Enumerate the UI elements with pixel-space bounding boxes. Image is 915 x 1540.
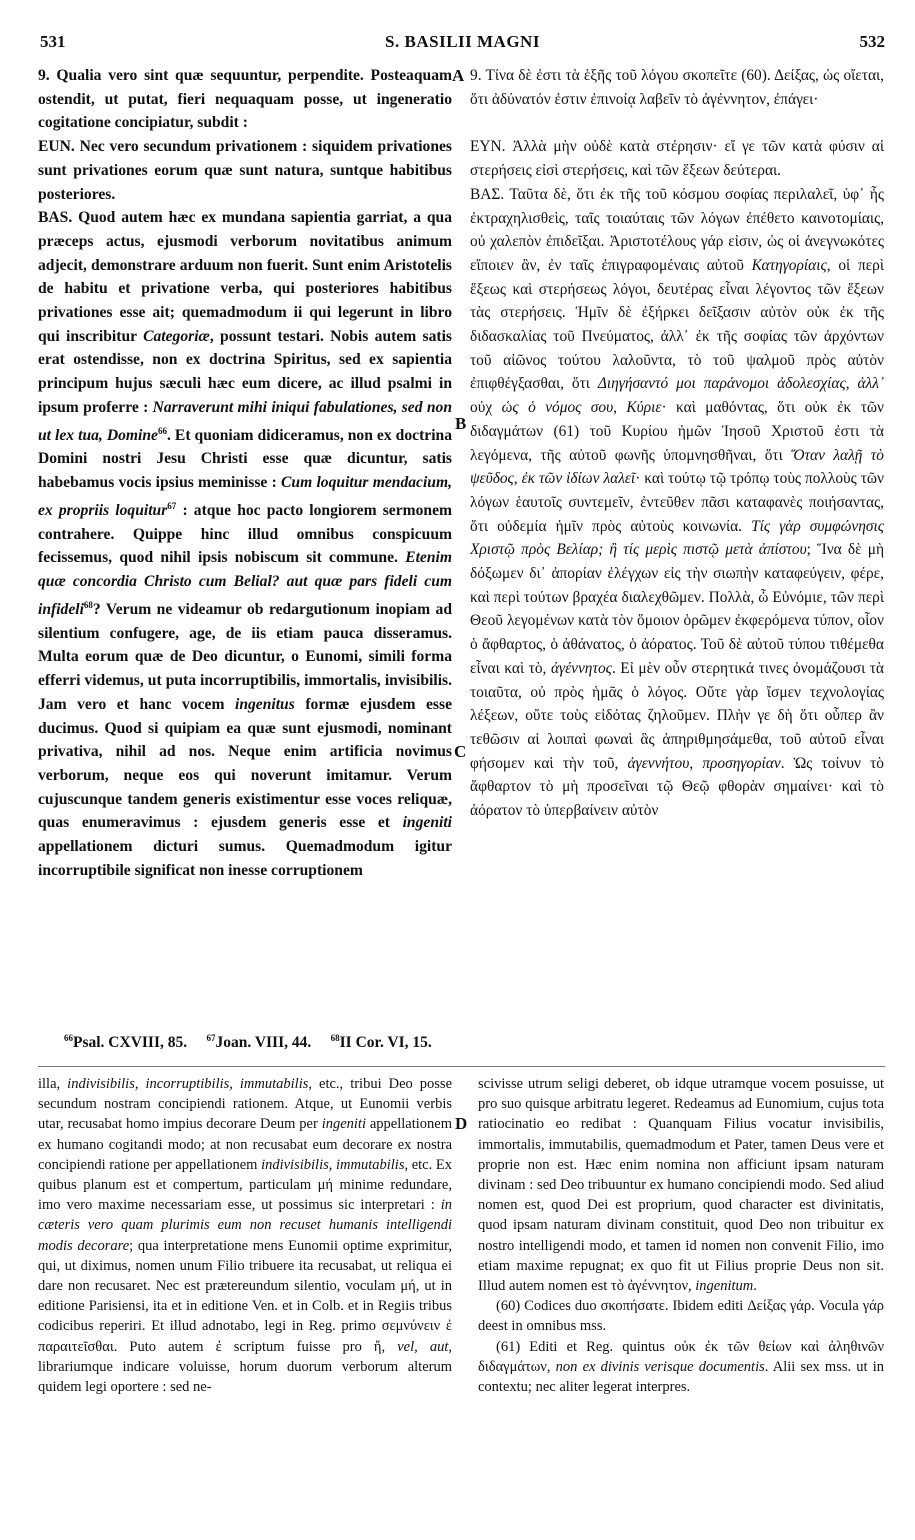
footnote-text: Psal. CXVIII, 85. [73,1034,188,1052]
latin-paragraph: BAS. Quod autem hæc ex mundana sapientia garriat, a qua præceps actus, ejusmodi verborum novitatibus animum adjecit, demonstrare arduum non fuerit. Sunt enim Aristotelis de habitu et privatione verba, qui posteriores habitibus privationes esse ait; quemadmodum ii qui legerunt in libro qui inscribitur Categoriæ, possunt testari. Nobis autem satis erat ostendisse, non ex doctrina Spiritus, sed ex sapientia principum hujus sæculi hæc eum dicere, ac illud psalmi in ipsum proferre : Narraverunt mihi iniqui fabulationes, sed non ut lex tua, Domine$^{66}$. Et quoniam didiceramus, non ex doctrina Domini nostri Jesu Christi esse quæ dicuntur, satis habebamus vocis ipsius meminisse : Cum loquitur mendacium, ex propriis loquitur$^{67}$ : atque hoc pacto longiorem sermonem contrahere. Quippe hinc illud omnibus conspicuum fecissemus, quod nihil ipsis nobiscum sit commune. Etenim quæ concordia Christo cum Belial? aut quæ pars fideli cum infideli$^{68}$? Verum ne videamur ob redargutionum inopiam ad silentium confugere, age, de iis etiam pauca disseramus. Multa eorum quæ de Deo dicuntur, o Eunomi, simili forma efferri videmus, ut puta incorruptibilis, immortalis, invisibilis. Jam vero et hanc vocem ingenitus formæ ejusdem esse ducimus. Quod si quipiam ea quæ sunt ejusmodi, nominant privativa, nihil ad nos. Neque enim artificia novimus verborum, neque eos qui noverunt imitamur. Verum cujuscunque tandem generis existimentur esse voces reliquæ, quas enumeravimus : ejusdem generis esse et ingeniti appellationem dicturi sumus. Quemadmodum igitur incorruptibile significat non inesse corruptionem [38,209,453,879]
greek-paragraph: ΕΥΝ. Ἀλλὰ μὴν οὐδὲ κατὰ στέρησιν· εἴ γε τῶν κατὰ φύσιν αἱ στερήσεις εἰσὶ στερήσεις, καὶ τῶν ἕξεων δεύτεραι. [470,138,884,180]
page-number-left: 531 [40,32,66,51]
latin-paragraph: 9. Qualia vero sint quæ sequuntur, perpendite. Posteaquam ostendit, ut putat, fieri nequaquam posse, ut ingeneratio cogitatione concipiatur, subdit : [38,67,452,132]
footnote-ref: 67 [167,500,177,511]
footnote-text: Joan. VIII, 44. [215,1034,312,1052]
footnote-number: 67 [206,1033,216,1043]
note-paragraph: scivisse utrum seligi deberet, ob idque utramque vocem posuisse, ut pro suo quisque arbitratu legeret. Redeamus ad Eunomium, cujus tota ratiocinatio eo redibat : Quanquam Filius vocatur invisibilis, immortalis, immutabilis, quemadmodum et Pater, tamen Deus vere et proprie non est. Hæc enim nomina non afficiunt ipsam naturam divinam : sed Deo tribuuntur ex humano concipiendi modo. Sed aliud nomen est, quod Dei est proprium, quod character est divinitatis, quod ipsam naturam divinam constituit, quod Deo non tribuitur ex nostro intelligendi modo, et tamen id nomen non convenit Filio, imo etiam maxime repugnat; ex quo fit ut Filius proprie Deus non sit. Illud autem nomen est τὸ ἀγέννητον, ingenitum. [478,1076,884,1295]
running-title: S. BASILII MAGNI [385,32,540,51]
latin-paragraph: EUN. Nec vero secundum privationem : siquidem privationes sunt privationes eorum quæ sunt natura, suntque habitibus posteriores. [38,138,452,203]
margin-mark-d: D [455,1114,468,1133]
greek-paragraph: ΒΑΣ. Ταῦτα δὲ, ὅτι ἐκ τῆς τοῦ κόσμου σοφίας περιλαλεῖ, ὑφ᾽ ἧς ἐκτραχηλισθεὶς, ταῖς τοιαύταις τῶν λόγων ἐπέθετο καινοτομίαις, οὐ χαλεπὸν ἐπιδεῖξαι. Ἀριστοτέλους γάρ εἰσιν, ὡς οἱ ἀνεγνωκότες εἴποιεν ἂν, ἐν ταῖς ἐπιγραφομέναις αὐτοῦ Κατηγορίαις, οἱ περὶ ἕξεως καὶ στερήσεως λόγοι, δευτέρας εἶναι λέγοντος τῶν ἕξεων τὰς στερήσεις. Ἡμῖν δὲ ἐξήρκει δεῖξασιν αὐτὸν οὐκ ἐκ τῆς διδασκαλίας τοῦ Πνεύματος, ἀλλ᾽ ἐκ τῆς σοφίας τῶν ἀρχόντων τοῦ αἰῶνος τούτου λαλοῦντα, τὸ τοῦ ψαλμοῦ πρὸς αὐτὸν ἐπιφθέγξασθαι, ὅτι Διηγήσαντό μοι παράνομοι ἀδολεσχίας, ἀλλ᾽ οὐχ ὡς ὁ νόμος σου, Κύριε· καὶ μαθόντας, ὅτι οὐκ ἐκ τῶν διδαγμάτων (61) τοῦ Κυρίου ἡμῶν Ἰησοῦ Χριστοῦ ἐστι τὰ λεγόμενα, τῆς αὐτοῦ φωνῆς ὑπομνησθῆναι, ὅτι Ὅταν λαλῇ τὸ ψεῦδος, ἐκ τῶν ἰδίων λαλεῖ· καὶ τούτῳ τῷ τρόπῳ τοὺς πολλοὺς τῶν λόγων ἑαυτοῖς συντεμεῖν, ἐντεῦθεν πᾶσι καταφανὲς ποιήσαντας, ὅτι οὐδεμία ἡμῖν πρὸς αὐτοὺς κοινωνία. Τίς γὰρ συμφώνησις Χριστῷ πρὸς Βελίαρ; ἢ τίς μερὶς πιστῷ μετὰ ἀπίστου; Ἵνα δὲ μὴ δόξωμεν δι᾽ ἀπορίαν ἐλέγχων εἰς τὴν σιωπὴν καταφεύγειν, φέρε, καὶ περὶ τούτων βραχέα διαλεχθῶμεν. Πολλὰ, ὦ Εὐνόμιε, τῶν περὶ Θεοῦ λεγομένων κατὰ τὸν ὅμοιον ὁρῶμεν ἐκφερόμενα τύπον, οἷον ὁ ἄφθαρτος, ὁ ἀθάνατος, ὁ ἀόρατος. Τοῦ δὲ αὐτοῦ τύπου τιθέμεθα εἶναι καὶ τὸ, ἀγέννητος. Εἰ μὲν οὖν στερητικά τινες ὀνομάζουσι τὰ τοιαῦτα, οὐ πρὸς ἡμᾶς ὁ λόγος. Οὔτε γὰρ ἴσμεν τεχνολογίας λέξεων, οὔτε τοὺς εἰδότας ζηλοῦμεν. Πλὴν γε δὴ ὅτι οὗπερ ἂν τεθῶσιν αἱ λοιπαὶ φωναὶ ἃς ἀπηριθμησάμεθα, τοῦ αὐτοῦ εἶναι φήσομεν καὶ τὴν τοῦ, ἀγεννήτου, προσηγορίαν. Ὡς τοίνυν τὸ ἄφθαρτον τὸ μὴ προσεῖναι τῷ Θεῷ φθορὰν σημαίνει· καὶ τὸ ἀόρατον τὸ ὑπερβαίνειν αὐτὸν [470,185,885,820]
notes-right-column [478,1074,884,1397]
margin-mark-a: A [452,66,465,85]
note-61: (61) Editi et Reg. quintus οὐκ ἐκ τῶν θείων καὶ ἀληθινῶν διδαγμάτων, non ex divinis verisque documentis. Alii sex mss. ut in contextu; nec aliter legerat interpres. [478,1338,884,1396]
note-60: (60) Codices duo σκοπήσατε. Ibidem editi Δείξας γάρ. Vocula γάρ deest in omnibus mss. [478,1298,884,1335]
footnote-number: 68 [330,1033,340,1043]
footnote-text: II Cor. VI, 15. [339,1034,432,1052]
footnote-number: 66 [64,1033,73,1043]
greek-column [470,64,884,823]
note-paragraph: illa, indivisibilis, incorruptibilis, immutabilis, etc., tribui Deo posse secundum nostram concipiendi rationem. Atque, ut Eunomii verbis utar, recusabat homo impius decorare Deum per ingeniti appellationem ex humano cogitandi modo; at non recusabat eum decorare ex nostra concipiendi ratione per appellationem indivisibilis, immutabilis, etc. Ex quibus planum est et compertum, particulam μή minime redundare, imo vero maxime necessariam esse, ut possimus sic interpretari : in cæteris vero quam plurimis eum non recuset humanis intelligendi modis decorare; qua interpretatione mens Eunomii optime exprimitur, qui, ut diximus, nomen unum Filio tribuere ita recusabat, ut reliqua ei dare non recusaret. Nec est prætereundum silentio, voculam μή, ut in editione Parisiensi, ita et in editione Ven. et in Colb. et in Regiis tribus codicibus reperiri. Et illud adnotabo, legi in Reg. primo σεμνύνειν ἐ παραιτεῖσθαι. Puto autem ἐ scriptum fuisse pro ἤ, vel, aut, librariumque indicare voluisse, horum duorum verborum alterum quidem legi oportere : sed ne- [38,1076,453,1396]
margin-mark-c: C [454,742,467,761]
divider [38,1066,885,1067]
footnote-ref: 66 [157,425,167,436]
footnotes [64,1033,884,1052]
margin-mark-b: B [455,414,467,433]
footnote-ref: 68 [83,599,93,610]
page-number-right: 532 [859,32,885,51]
latin-column [38,64,452,882]
running-header [40,32,885,56]
notes-left-column [38,1074,452,1397]
greek-paragraph: 9. Τίνα δὲ ἐστι τὰ ἑξῆς τοῦ λόγου σκοπεῖτε (60). Δείξας, ὡς οἴεται, ὅτι ἀδύνατόν ἐστιν ἐπινοίᾳ λαβεῖν τὸ ἀγέννητον, ἐπάγει· [470,67,884,108]
